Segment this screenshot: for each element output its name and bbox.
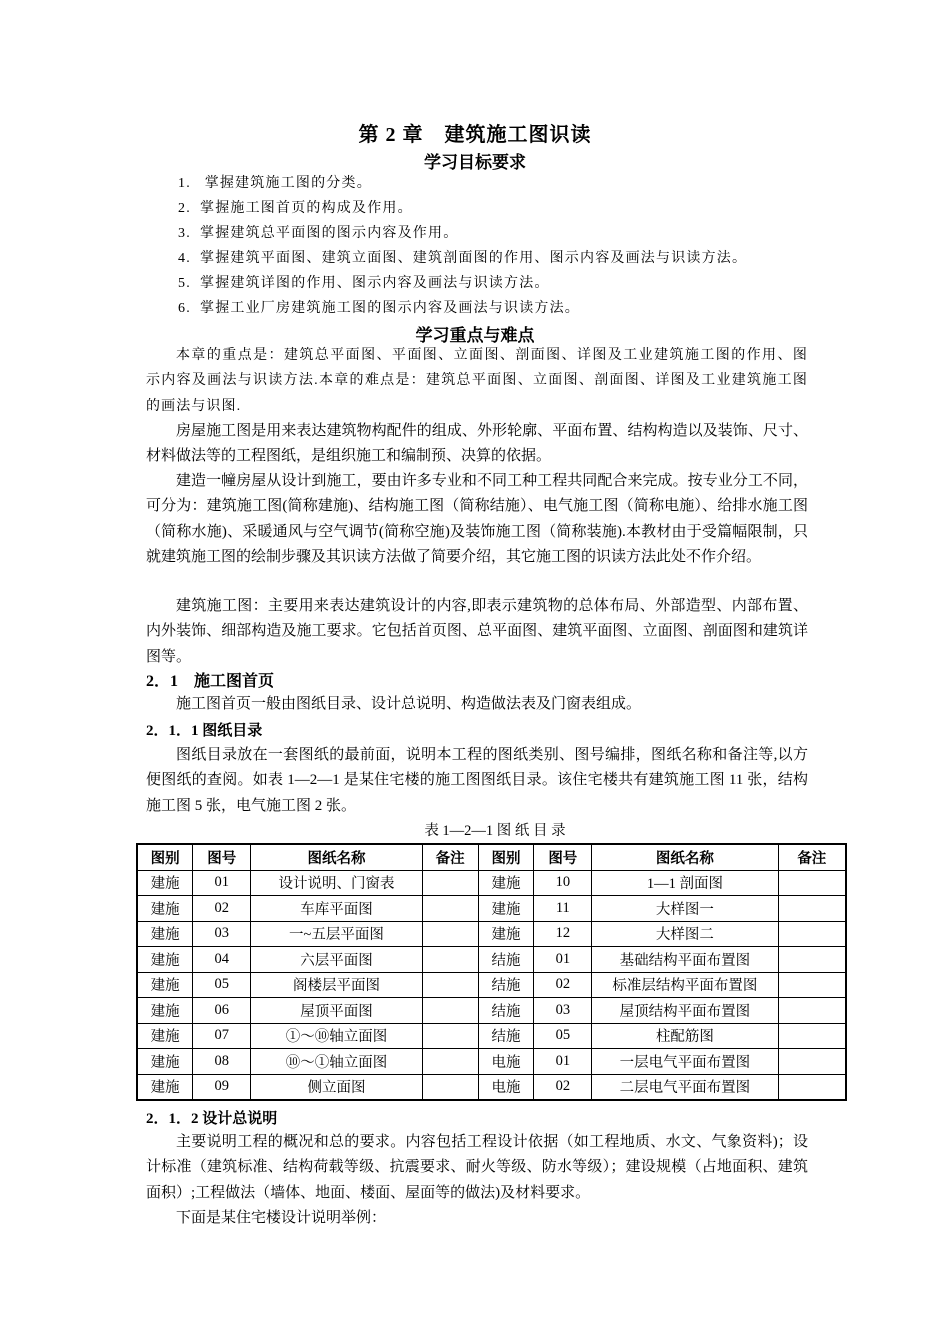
intro-paragraph: 房屋施工图是用来表达建筑物构配件的组成、外形轮廓、平面布置、结构构造以及装饰、尺寸、材料做法等的工程图纸，是组织施工和编制预、决算的依据。	[146, 423, 808, 465]
table-cell: 03	[193, 921, 251, 947]
goal-text: 掌握建筑平面图、建筑立面图、建筑剖面图的作用、图示内容及画法与识读方法。	[200, 251, 748, 266]
goal-item	[178, 272, 550, 292]
table-cell: 屋顶平面图	[251, 998, 423, 1024]
table-cell	[422, 972, 478, 998]
chapter-title: 第 2 章 建筑施工图识读	[358, 124, 592, 146]
table-cell: 建施	[478, 870, 534, 896]
table-cell: 12	[534, 921, 592, 947]
table-cell: 标准层结构平面布置图	[592, 972, 778, 998]
table-row	[137, 1049, 846, 1075]
table-cell: 结施	[478, 947, 534, 973]
table-cell	[778, 947, 846, 973]
table-cell: 02	[534, 1074, 592, 1100]
table-cell	[422, 998, 478, 1024]
table-cell	[422, 896, 478, 922]
table-cell	[422, 1023, 478, 1049]
table-cell	[778, 921, 846, 947]
header-cell: 备注	[422, 844, 478, 870]
table-row	[137, 921, 846, 947]
table-cell: 11	[534, 896, 592, 922]
table-cell	[778, 1074, 846, 1100]
table-cell: 建施	[137, 1049, 193, 1075]
table-header-row	[137, 844, 846, 870]
table-cell: 结施	[478, 1023, 534, 1049]
table-cell: 一~五层平面图	[251, 921, 423, 947]
table-cell: 建施	[137, 998, 193, 1024]
table-cell: 二层电气平面布置图	[592, 1074, 778, 1100]
table-cell	[422, 1049, 478, 1075]
table-cell: 08	[193, 1049, 251, 1075]
subsection-heading: 2．1．2 设计总说明	[146, 1111, 278, 1127]
table-cell: ⑩～①轴立面图	[251, 1049, 423, 1075]
table-cell: 结施	[478, 998, 534, 1024]
section-paragraph: 施工图首页一般由图纸目录、设计总说明、构造做法表及门窗表组成。	[176, 696, 642, 712]
keypoints-heading: 学习重点与难点	[415, 326, 535, 345]
goal-text: 掌握建筑施工图的分类。	[200, 176, 372, 191]
table-cell: 建施	[478, 896, 534, 922]
table-row	[137, 896, 846, 922]
table-cell: 01	[534, 1049, 592, 1075]
section-heading: 2．1 施工图首页	[146, 673, 275, 690]
table-cell: 07	[193, 1023, 251, 1049]
table-cell	[778, 896, 846, 922]
header-cell: 图号	[534, 844, 592, 870]
table-cell	[422, 1074, 478, 1100]
table-cell: 建施	[137, 1074, 193, 1100]
table-cell: 建施	[478, 921, 534, 947]
table-cell: 10	[534, 870, 592, 896]
table-cell: 电施	[478, 1049, 534, 1075]
table-cell: 电施	[478, 1074, 534, 1100]
table-cell: 侧立面图	[251, 1074, 423, 1100]
table-cell: ①～⑩轴立面图	[251, 1023, 423, 1049]
table-cell: 01	[534, 947, 592, 973]
table-cell: 03	[534, 998, 592, 1024]
table-cell	[778, 1023, 846, 1049]
table-cell: 建施	[137, 896, 193, 922]
table-cell: 04	[193, 947, 251, 973]
table-cell: 建施	[137, 972, 193, 998]
table-cell: 建施	[137, 947, 193, 973]
subsection-paragraph: 主要说明工程的概况和总的要求。内容包括工程设计依据（如工程地质、水文、气象资料)；设计标准（建筑标准、结构荷载等级、抗震要求、耐火等级、防水等级）；建设规模（占地面积、建筑面积）;工程做法（墙体、地面、楼面、屋面等的做法)及材料要求。	[146, 1134, 808, 1201]
table-row	[137, 1074, 846, 1100]
table-cell: 设计说明、门窗表	[251, 870, 423, 896]
table-cell: 基础结构平面布置图	[592, 947, 778, 973]
table-cell	[778, 1049, 846, 1075]
drawing-directory-table	[136, 843, 847, 1101]
goal-text: 掌握施工图首页的构成及作用。	[200, 201, 413, 216]
intro-paragraph: 建造一幢房屋从设计到施工，要由许多专业和不同工种工程共同配合来完成。按专业分工不同，可分为：建筑施工图(简称建施)、结构施工图（简称结施）、电气施工图（简称电施）、给排水施工图（简称水施)、采暖通风与空气调节(简称空施)及装饰施工图（简称装施).本教材由于受篇幅限制，只就建筑施工图的绘制步骤及其识读方法做了简要介绍，其它施工图的识读方法此处不作介绍。	[146, 473, 808, 566]
table-cell: 一层电气平面布置图	[592, 1049, 778, 1075]
table-row	[137, 1023, 846, 1049]
table-cell: 大样图一	[592, 896, 778, 922]
subsection-paragraph: 图纸目录放在一套图纸的最前面，说明本工程的图纸类别、图号编排，图纸名称和备注等,以方便图纸的查阅。如表 1—2—1 是某住宅楼的施工图图纸目录。该住宅楼共有建筑施工图 11 张，结构施工图 5 张，电气施工图 2 张。	[146, 747, 808, 814]
subsection-heading: 2．1．1 图纸目录	[146, 723, 263, 739]
table-cell: 1—1 剖面图	[592, 870, 778, 896]
goal-text: 掌握工业厂房建筑施工图的图示内容及画法与识读方法。	[200, 301, 580, 316]
goal-number: 5.	[178, 276, 191, 291]
table-cell: 06	[193, 998, 251, 1024]
goal-item	[178, 297, 580, 317]
table-row	[137, 870, 846, 896]
table-cell: 02	[534, 972, 592, 998]
goals-heading: 学习目标要求	[424, 153, 526, 172]
table-cell: 柱配筋图	[592, 1023, 778, 1049]
table-cell: 六层平面图	[251, 947, 423, 973]
intro-paragraph: 建筑施工图：主要用来表达建筑设计的内容,即表示建筑物的总体布局、外部造型、内部布置、内外装饰、细部构造及施工要求。它包括首页图、总平面图、建筑平面图、立面图、剖面图和建筑详图等。	[146, 598, 808, 665]
table-cell	[778, 998, 846, 1024]
table-cell: 结施	[478, 972, 534, 998]
table-cell	[778, 870, 846, 896]
header-cell: 图别	[478, 844, 534, 870]
table-cell: 车库平面图	[251, 896, 423, 922]
table-caption: 表 1—2—1 图 纸 目 录	[424, 823, 566, 839]
table-cell: 02	[193, 896, 251, 922]
header-cell: 图纸名称	[592, 844, 778, 870]
table-cell: 建施	[137, 870, 193, 896]
table-cell	[422, 947, 478, 973]
table-cell: 01	[193, 870, 251, 896]
table-cell: 大样图二	[592, 921, 778, 947]
table-cell: 阁楼层平面图	[251, 972, 423, 998]
table-cell: 建施	[137, 1023, 193, 1049]
keypoints-paragraph: 本章的重点是：建筑总平面图、平面图、立面图、剖面图、详图及工业建筑施工图的作用、图示内容及画法与识读方法.本章的难点是：建筑总平面图、立面图、剖面图、详图及工业建筑施工图的画法与识图.	[146, 348, 808, 414]
goal-number: 4.	[178, 251, 191, 266]
header-cell: 备注	[778, 844, 846, 870]
goal-item	[178, 247, 747, 267]
table-row	[137, 972, 846, 998]
header-cell: 图号	[193, 844, 251, 870]
table-row	[137, 998, 846, 1024]
goal-text: 掌握建筑总平面图的图示内容及作用。	[200, 226, 459, 241]
goal-item	[178, 222, 458, 242]
goal-text: 掌握建筑详图的作用、图示内容及画法与识读方法。	[200, 276, 550, 291]
goal-number: 2.	[178, 201, 191, 216]
table-cell	[422, 870, 478, 896]
table-cell: 屋顶结构平面布置图	[592, 998, 778, 1024]
table-row	[137, 947, 846, 973]
table-cell: 05	[193, 972, 251, 998]
goal-number: 3.	[178, 226, 191, 241]
goal-item	[178, 197, 413, 217]
header-cell: 图纸名称	[251, 844, 423, 870]
header-cell: 图别	[137, 844, 193, 870]
goal-number: 1.	[178, 176, 191, 191]
goal-number: 6.	[178, 301, 191, 316]
table-cell: 05	[534, 1023, 592, 1049]
table-cell: 09	[193, 1074, 251, 1100]
table-cell: 建施	[137, 921, 193, 947]
goal-item	[178, 172, 372, 192]
table-cell	[778, 972, 846, 998]
subsection-paragraph: 下面是某住宅楼设计说明举例：	[176, 1210, 387, 1226]
table-cell	[422, 921, 478, 947]
